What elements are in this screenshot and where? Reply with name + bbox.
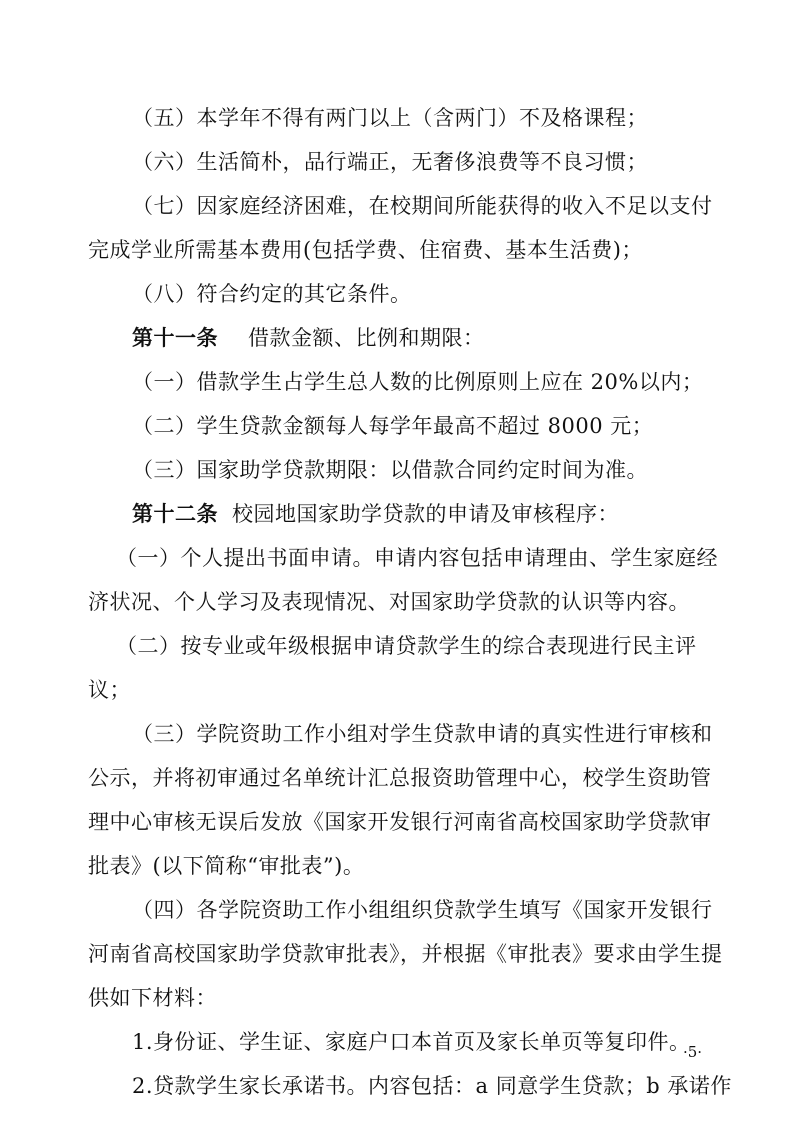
article-12-text: 校园地国家助学贷款的申请及审核程序：	[232, 502, 619, 526]
article-11-item-2: （二）学生贷款金额每人每学年最高不超过 8000 元；	[132, 414, 654, 438]
clause-item-5: （五）本学年不得有两门以上（含两门）不及格课程；	[132, 106, 648, 130]
article-12-item-1: （一）个人提出书面申请。申请内容包括申请理由、学生家庭经	[116, 546, 718, 570]
article-11-text: 借款金额、比例和期限：	[248, 326, 485, 350]
article-12-item-1-continued: 济状况、个人学习及表现情况、对国家助学贷款的认识等内容。	[88, 590, 690, 614]
material-item-1: 1.身份证、学生证、家庭户口本首页及家长单页等复印件。	[132, 1030, 691, 1054]
article-12-heading: 第十二条	[132, 501, 218, 526]
article-12-item-4-continued-2: 供如下材料：	[88, 986, 217, 1010]
article-11-item-1: （一）借款学生占学生总人数的比例原则上应在 20%以内；	[132, 370, 704, 394]
article-12-item-2-continued: 议；	[88, 678, 131, 702]
article-12-item-3-continued-3: 批表》(以下简称“审批表”)。	[88, 854, 365, 878]
article-12-item-3: （三）学院资助工作小组对学生贷款申请的真实性进行审核和	[132, 722, 713, 746]
clause-item-7: （七）因家庭经济困难，在校期间所能获得的收入不足以支付	[132, 194, 713, 218]
material-item-2: 2.贷款学生家长承诺书。内容包括：a 同意学生贷款；b 承诺作	[132, 1074, 732, 1098]
article-12	[132, 500, 752, 528]
article-12-item-4-continued-1: 河南省高校国家助学贷款审批表》，并根据《审批表》要求由学生提	[88, 942, 723, 966]
article-12-item-2: （二）按专业或年级根据申请贷款学生的综合表现进行民主评	[116, 634, 697, 658]
clause-item-6: （六）生活简朴，品行端正，无奢侈浪费等不良习惯；	[132, 150, 648, 174]
clause-item-7-continued: 完成学业所需基本费用(包括学费、住宿费、基本生活费)；	[88, 238, 643, 262]
article-11-item-3: （三）国家助学贷款期限：以借款合同约定时间为准。	[132, 458, 648, 482]
article-12-item-3-continued-1: 公示，并将初审通过名单统计汇总报资助管理中心，校学生资助管	[88, 766, 712, 790]
article-12-item-3-continued-2: 理中心审核无误后发放《国家开发银行河南省高校国家助学贷款审	[88, 810, 712, 834]
clause-item-8: （八）符合约定的其它条件。	[132, 282, 412, 306]
article-11-heading: 第十一条	[132, 325, 218, 350]
page-number: ·5·	[683, 1043, 703, 1061]
article-11	[132, 324, 752, 352]
article-12-item-4: （四）各学院资助工作小组组织贷款学生填写《国家开发银行	[132, 898, 713, 922]
